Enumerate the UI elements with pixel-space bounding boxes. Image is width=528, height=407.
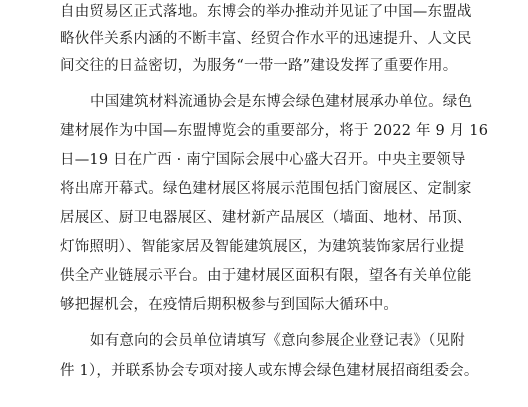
paragraph-2-line-8: 够把握机会，在疫情后期积极参与到国际大循环中。 — [60, 297, 399, 313]
paragraph-1-line-1: 自由贸易区正式落地。东博会的举办推动并见证了中国—东盟战 — [60, 4, 472, 20]
paragraph-2-line-1: 中国建筑材料流通协会是东博会绿色建材展承办单位。绿色 — [90, 94, 473, 110]
paragraph-2-line-3: 日—19 日在广西 · 南宁国际会展中心盛大召开。中央主要领导 — [60, 152, 466, 168]
paragraph-3-line-2: 件 1），并联系协会专项对接人或东博会绿色建材展招商组委会。 — [60, 363, 479, 379]
paragraph-2-line-4: 将出席开幕式。绿色建材展区将展示范围包括门窗展区、定制家 — [60, 181, 472, 197]
paragraph-1-line-3: 间交往的日益密切，为服务“一带一路”建设发挥了重要作用。 — [60, 58, 458, 74]
paragraph-2-line-5: 居展区、厨卫电器展区、建材新产品展区（墙面、地材、吊顶、 — [60, 210, 472, 226]
paragraph-2-line-7: 供全产业链展示平台。由于建材展区面积有限，望各有关单位能 — [60, 268, 472, 284]
paragraph-1-line-2: 略伙伴关系内涵的不断丰富、经贸合作水平的迅速提升、人文民 — [60, 31, 472, 47]
paragraph-3-line-1: 如有意向的会员单位请填写《意向参展企业登记表》（见附 — [90, 333, 465, 349]
paragraph-2-line-6: 灯饰照明）、智能家居及智能建筑展区，为建筑装饰家居行业提 — [60, 239, 465, 255]
paragraph-2-line-2: 建材展作为中国—东盟博览会的重要部分，将于 2022 年 9 月 16 — [60, 123, 489, 139]
